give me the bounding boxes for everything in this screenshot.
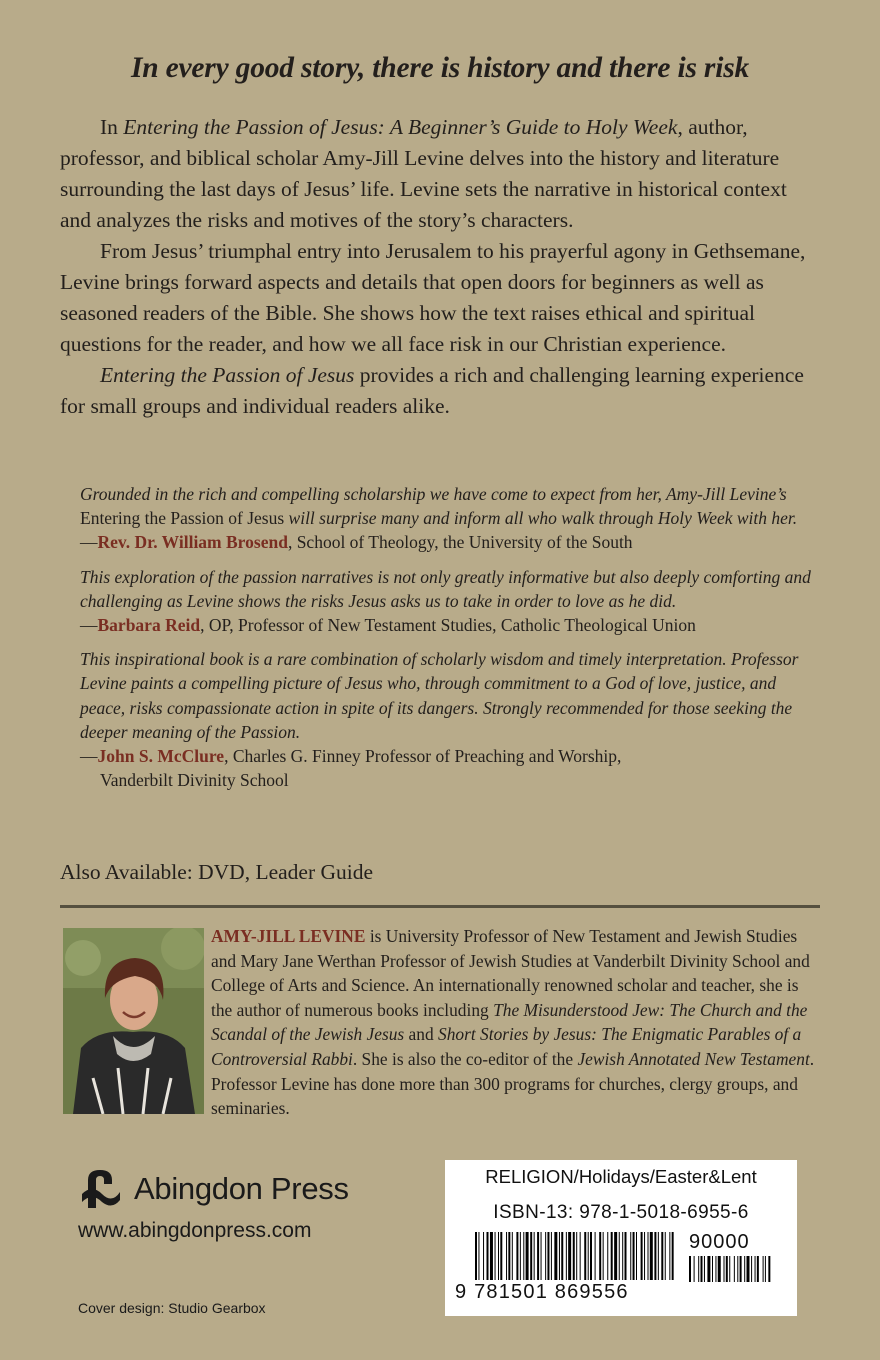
barcode-bar bbox=[541, 1232, 542, 1280]
blurb-paragraph-1 bbox=[60, 112, 820, 236]
blurb-paragraph-3 bbox=[60, 360, 820, 422]
bio-book-title: Short Stories by Jesus: The Enigmatic Parables of a Controversial Rabbi bbox=[211, 1024, 802, 1069]
isbn: ISBN-13: 978-1-5018-6955-6 bbox=[493, 1202, 749, 1223]
blurb-paragraph-2: From Jesus’ triumphal entry into Jerusalem to his prayerful agony in Gethsemane, Levine brings forward aspects and details that open doors for beginners as well as seasoned readers of the Bible. She shows how the text raises ethical and spiritual questions for the reader, and how we all face risk in our Christian experience. bbox=[60, 239, 806, 356]
barcode-bar bbox=[573, 1232, 575, 1280]
barcode-bar bbox=[641, 1232, 643, 1280]
addon-bar bbox=[744, 1256, 745, 1282]
barcode-panel bbox=[445, 1160, 797, 1316]
dash: — bbox=[80, 746, 98, 767]
barcode-bar bbox=[630, 1232, 631, 1280]
barcode-bar bbox=[590, 1232, 592, 1280]
endorser-name: John S. McClure bbox=[97, 746, 225, 767]
dash: — bbox=[80, 615, 98, 636]
endorsement-text-a: Grounded in the rich and compelling scholarship we have come to expect from her, Amy-Jill Levine’s bbox=[80, 484, 787, 504]
barcode-bar bbox=[614, 1232, 617, 1280]
barcode-bar bbox=[508, 1232, 510, 1280]
author-portrait-illustration bbox=[63, 928, 204, 1114]
barcode-bar bbox=[588, 1232, 589, 1280]
barcode-bar bbox=[512, 1232, 513, 1280]
barcode-bar bbox=[619, 1232, 620, 1280]
endorsement-3 bbox=[80, 647, 825, 792]
barcode-bar bbox=[633, 1232, 635, 1280]
addon-bar bbox=[694, 1256, 695, 1282]
dash: — bbox=[80, 532, 98, 553]
book-title: Entering the Passion of Jesus: A Beginner’s Guide to Holy Week bbox=[123, 115, 678, 139]
also-available: Also Available: DVD, Leader Guide bbox=[60, 860, 374, 884]
endorsement-1 bbox=[80, 482, 825, 555]
barcode-bar bbox=[516, 1232, 518, 1280]
barcode-bar bbox=[661, 1232, 663, 1280]
barcode-bar bbox=[669, 1232, 670, 1280]
barcode-bar bbox=[650, 1232, 653, 1280]
barcode-bar bbox=[576, 1232, 577, 1280]
barcode-bar bbox=[498, 1232, 499, 1280]
addon-bar bbox=[707, 1256, 710, 1282]
endorsement-text: This inspirational book is a rare combination of scholarly wisdom and timely interpretation. Professor Levine paints a compelling picture of Jesus who, through commitment to a God of love, justice, and peace, risks compassionate action in spite of its dangers. Strongly recommended for those seeking the deeper meaning of the Passion. bbox=[80, 649, 799, 742]
barcode-bar bbox=[658, 1232, 659, 1280]
barcode-bar bbox=[551, 1232, 552, 1280]
barcode-bar bbox=[580, 1232, 581, 1280]
bio-book-title: Jewish Annotated New Testament bbox=[577, 1048, 810, 1069]
cover-credit: Cover design: Studio Gearbox bbox=[78, 1300, 266, 1316]
addon-bar bbox=[701, 1256, 703, 1282]
publisher-name: Abingdon Press bbox=[134, 1171, 349, 1206]
barcode-bar bbox=[595, 1232, 596, 1280]
endorser-affiliation: , OP, Professor of New Testament Studies, Catholic Theological Union bbox=[200, 615, 696, 636]
author-photo bbox=[63, 928, 204, 1114]
barcode-bar bbox=[526, 1232, 529, 1280]
barcode-bar bbox=[530, 1232, 532, 1280]
barcode-bar bbox=[487, 1232, 489, 1280]
blurb bbox=[60, 112, 820, 422]
divider bbox=[60, 905, 820, 908]
addon-bar bbox=[747, 1256, 750, 1282]
abingdon-logo-icon bbox=[78, 1166, 124, 1212]
endorsement-book-title: Entering the Passion of Jesus bbox=[80, 508, 285, 529]
barcode-bar bbox=[584, 1232, 586, 1280]
barcode-bar bbox=[506, 1232, 507, 1280]
addon-bar bbox=[755, 1256, 756, 1282]
addon-bar bbox=[715, 1256, 716, 1282]
endorsement-attribution bbox=[80, 744, 825, 792]
headline: In every good story, there is history and there is risk bbox=[130, 52, 750, 84]
barcode-bar bbox=[648, 1232, 649, 1280]
barcode-digits: 9 781501 869556 bbox=[455, 1281, 629, 1303]
bisac-category: RELIGION/Holidays/Easter&Lent bbox=[485, 1166, 757, 1187]
barcode-bar bbox=[599, 1232, 601, 1280]
barcode-bar bbox=[625, 1232, 627, 1280]
blurb-p3-text: provides a rich and challenging learning experience for small groups and individual readers alike. bbox=[60, 363, 804, 418]
bio-text: is University Professor of New Testament and Jewish Studies and Mary Jane Werthan Professor of Jewish Studies at Vanderbilt Divinity School and College of Arts and Science. An internationally renowned scholar and teacher, she is the author of numerous books including bbox=[211, 926, 810, 1020]
endorsement-attribution bbox=[80, 530, 825, 554]
barcode-bar bbox=[654, 1232, 656, 1280]
addon-bar bbox=[689, 1256, 691, 1282]
barcode-bar bbox=[475, 1232, 477, 1280]
bio-text: . She is also the co-editor of the bbox=[352, 1048, 578, 1069]
barcode-bar bbox=[554, 1232, 557, 1280]
addon-bar bbox=[704, 1256, 705, 1282]
addon-bar bbox=[757, 1256, 759, 1282]
addon-bar bbox=[768, 1256, 770, 1282]
author-bio bbox=[211, 924, 823, 1121]
endorsement-text bbox=[80, 484, 797, 528]
addon-bar bbox=[712, 1256, 713, 1282]
endorser-name: Barbara Reid bbox=[97, 615, 201, 636]
barcode-bar bbox=[559, 1232, 560, 1280]
barcode-bar bbox=[561, 1232, 563, 1280]
addon-bar bbox=[726, 1256, 728, 1282]
endorsement-2 bbox=[80, 565, 825, 638]
barcode-bar bbox=[568, 1232, 571, 1280]
endorsement-attribution bbox=[80, 613, 825, 637]
addon-bar bbox=[718, 1256, 721, 1282]
barcode-bar bbox=[603, 1232, 604, 1280]
addon-bar bbox=[740, 1256, 742, 1282]
barcode-bar bbox=[644, 1232, 645, 1280]
endorsement-text: This exploration of the passion narratives is not only greatly informative but also deeply comforting and challenging as Levine shows the risks Jesus asks us to take in order to love as he did. bbox=[80, 566, 811, 611]
endorser-affiliation-line2: Vanderbilt Divinity School bbox=[100, 770, 289, 791]
barcode-bar bbox=[483, 1232, 484, 1280]
endorsement-text-b: will surprise many and inform all who walk through Holy Week with her. bbox=[284, 508, 798, 529]
barcode-bar bbox=[672, 1232, 674, 1280]
bio-text: and bbox=[404, 1024, 439, 1045]
endorser-name: Rev. Dr. William Brosend bbox=[97, 532, 288, 553]
barcode-bar bbox=[537, 1232, 539, 1280]
addon-bar bbox=[734, 1256, 735, 1282]
addon-bar bbox=[737, 1256, 738, 1282]
barcode-bar bbox=[611, 1232, 613, 1280]
bio-book-title: The Misunderstood Jew: The Church and the Scandal of the Jewish Jesus bbox=[211, 999, 808, 1045]
endorsements bbox=[80, 482, 825, 802]
barcode-bar bbox=[495, 1232, 496, 1280]
barcode-bar bbox=[534, 1232, 535, 1280]
addon-bar bbox=[698, 1256, 699, 1282]
barcode-bar bbox=[665, 1232, 666, 1280]
author-name: AMY-JILL LEVINE bbox=[211, 926, 366, 946]
endorser-affiliation: , Charles G. Finney Professor of Preaching and Worship, bbox=[224, 746, 622, 767]
addon-bar bbox=[763, 1256, 764, 1282]
barcode-bar bbox=[566, 1232, 567, 1280]
barcode-bar bbox=[547, 1232, 549, 1280]
publisher-logo bbox=[78, 1166, 349, 1212]
barcode-bar bbox=[500, 1232, 502, 1280]
barcode-bar bbox=[545, 1232, 546, 1280]
bio-text: . Professor Levine has done more than 300 programs for churches, clergy groups, and seminaries. bbox=[211, 1048, 815, 1119]
barcode-bar bbox=[622, 1232, 623, 1280]
blurb-p1-text: , author, professor, and biblical scholar Amy-Jill Levine delves into the history and literature surrounding the last days of Jesus’ life. Levine sets the narrative in historical context and analyzes the risks and motives of the story’s characters. bbox=[60, 115, 787, 232]
price-code: 90000 bbox=[689, 1231, 750, 1253]
publisher-url: www.abingdonpress.com bbox=[78, 1219, 312, 1242]
addon-bar bbox=[765, 1256, 766, 1282]
book-title: Entering the Passion of Jesus bbox=[100, 363, 355, 387]
barcode-bar bbox=[520, 1232, 521, 1280]
barcode-bar bbox=[478, 1232, 479, 1280]
addon-bar bbox=[751, 1256, 752, 1282]
addon-bar bbox=[724, 1256, 725, 1282]
barcode-bar bbox=[636, 1232, 637, 1280]
barcode-bar bbox=[607, 1232, 608, 1280]
barcode-bar bbox=[523, 1232, 524, 1280]
addon-bar bbox=[729, 1256, 730, 1282]
endorser-affiliation: , School of Theology, the University of the South bbox=[287, 532, 633, 553]
blurb-p1-lead: In bbox=[100, 115, 124, 139]
barcode-bar bbox=[490, 1232, 493, 1280]
